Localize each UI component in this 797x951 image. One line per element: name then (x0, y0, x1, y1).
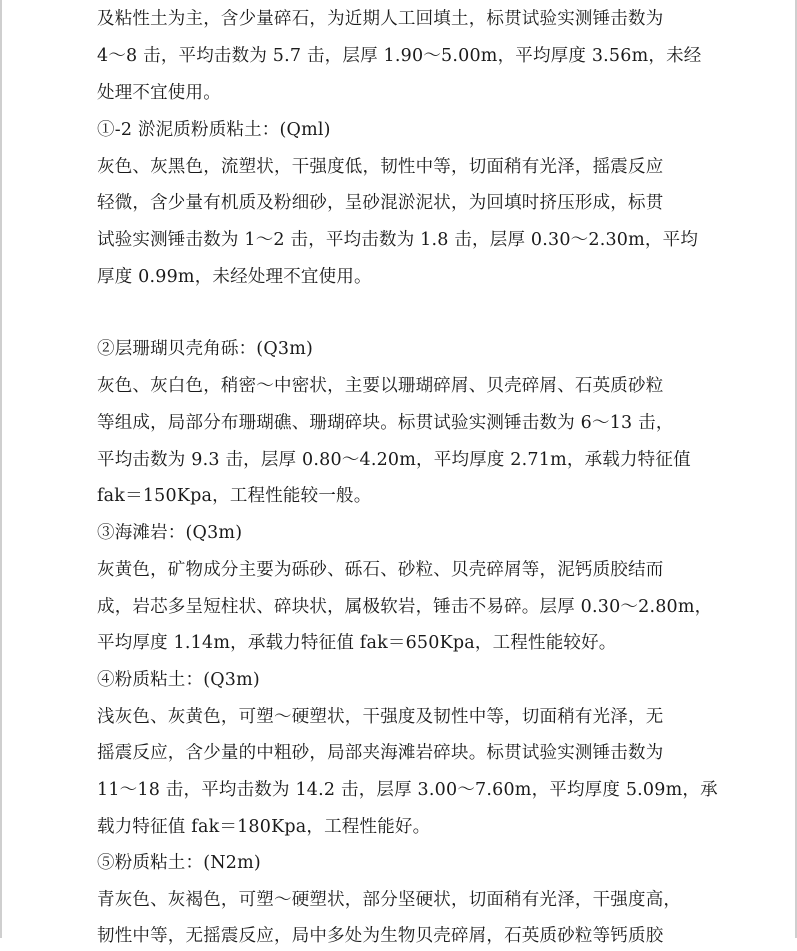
text-line: 灰黄色，矿物成分主要为砾砂、砾石、砂粒、贝壳碎屑等，泥钙质胶结而 (97, 560, 664, 580)
text-line: 11～18 击，平均击数为 14.2 击，层厚 3.00～7.60m，平均厚度 5.09m，承 (97, 780, 718, 800)
text-line: 及粘性土为主，含少量碎石，为近期人工回填土，标贯试验实测锤击数为 (97, 9, 664, 29)
text-line: 轻微，含少量有机质及粉细砂，呈砂混淤泥状，为回填时挤压形成，标贯 (97, 193, 664, 213)
text-line: 青灰色、灰褐色，可塑～硬塑状，部分坚硬状，切面稍有光泽，干强度高， (97, 890, 682, 910)
text-line: 成，岩芯多呈短柱状、碎块状，属极软岩，锤击不易碎。层厚 0.30～2.80m， (97, 597, 713, 617)
text-line: fak＝150Kpa，工程性能较一般。 (97, 486, 372, 506)
page-left-border (0, 0, 2, 938)
text-line: 处理不宜使用。 (97, 83, 221, 103)
section-heading-3: ③海滩岩：(Q3m) (97, 523, 243, 543)
text-line: 浅灰色、灰黄色，可塑～硬塑状，干强度及韧性中等，切面稍有光泽，无 (97, 707, 664, 727)
text-line: 平均击数为 9.3 击，层厚 0.80～4.20m，平均厚度 2.71m，承载力特征值 (97, 450, 691, 470)
section-heading-5: ⑤粉质粘土：(N2m) (97, 853, 261, 873)
section-heading-2: ②层珊瑚贝壳角砾：(Q3m) (97, 339, 314, 359)
text-line: 灰色、灰白色，稍密～中密状，主要以珊瑚碎屑、贝壳碎屑、石英质砂粒 (97, 376, 664, 396)
text-line: 灰色、灰黑色，流塑状，干强度低，韧性中等，切面稍有光泽，摇震反应 (97, 157, 664, 177)
text-line: 平均厚度 1.14m，承载力特征值 fak＝650Kpa，工程性能较好。 (97, 633, 617, 653)
text-line: 摇震反应，含少量的中粗砂，局部夹海滩岩碎块。标贯试验实测锤击数为 (97, 743, 664, 763)
text-line: 4～8 击，平均击数为 5.7 击，层厚 1.90～5.00m，平均厚度 3.56m，未经 (97, 46, 702, 66)
section-heading-4: ④粉质粘土：(Q3m) (97, 670, 260, 690)
text-line: 等组成，局部分布珊瑚礁、珊瑚碎块。标贯试验实测锤击数为 6～13 击， (97, 413, 674, 433)
section-heading-1-2: ①-2 淤泥质粉质粘土：(Qml) (97, 120, 331, 140)
text-line: 韧性中等，无摇震反应，局中多处为生物贝壳碎屑，石英质砂粒等钙质胶 (97, 926, 664, 946)
text-line: 载力特征值 fak＝180Kpa，工程性能好。 (97, 817, 431, 837)
text-line: 试验实测锤击数为 1～2 击，平均击数为 1.8 击，层厚 0.30～2.30m，平均 (97, 230, 699, 250)
text-line: 厚度 0.99m，未经处理不宜使用。 (97, 267, 372, 287)
